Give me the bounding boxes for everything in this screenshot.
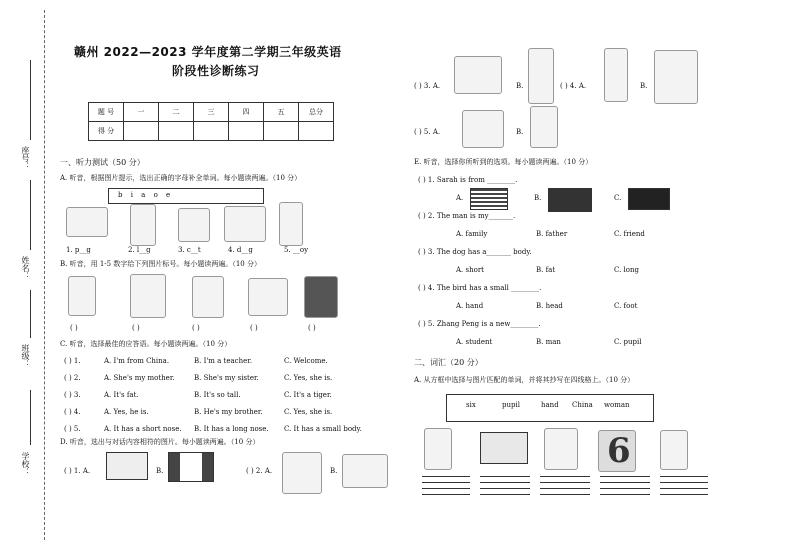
part1-C-instruction: C. 听音，选择最佳的应答语。每小题读两遍。（10 分） — [60, 340, 232, 348]
table-cell: 二 — [159, 103, 194, 122]
part1-E-q5-stem[interactable]: ( ) 5. Zhang Peng is a new________. — [418, 320, 541, 328]
canada-flag-image — [168, 452, 214, 482]
pig-image — [66, 207, 108, 237]
part1-C-q4-c: C. Yes, she is. — [284, 408, 333, 416]
part1-A-item-3: 3. c__t — [178, 246, 201, 254]
score-table-header-row — [89, 103, 334, 122]
part1-E-q5-b: B. man — [536, 338, 561, 346]
teacher-image — [454, 56, 502, 94]
part1-D-q2-b: B. — [330, 467, 338, 475]
six-glyph-icon: 6 — [607, 431, 631, 471]
hand-image — [660, 430, 688, 470]
part1-D-q4[interactable]: ( ) 4. A. — [560, 82, 587, 90]
part1-B-blank-4[interactable]: ( ) — [250, 324, 258, 332]
part1-B-blank-2[interactable]: ( ) — [132, 324, 140, 332]
part1-E-q1-a: A. — [456, 194, 464, 202]
part1-C-q5-c: C. It has a small body. — [284, 425, 362, 433]
part1-D-q3[interactable]: ( ) 3. A. — [414, 82, 441, 90]
word-pupil: pupil — [502, 401, 520, 409]
name-blank — [30, 180, 31, 250]
part1-B-blank-1[interactable]: ( ) — [70, 324, 78, 332]
school-label: 学校： — [21, 452, 30, 476]
part1-C-q1-a: A. I'm from China. — [104, 357, 170, 365]
seat-blank — [30, 60, 31, 140]
class-label: 班级： — [21, 344, 30, 368]
part1-E-q2-stem[interactable]: ( ) 2. The man is my_______. — [418, 212, 516, 220]
exam-title: 赣州 2022—2023 学年度第二学期三年级英语 — [74, 45, 342, 59]
part1-A-item-2: 2. l__g — [128, 246, 151, 254]
part1-C-q4-b: B. He's my brother. — [194, 408, 263, 416]
part1-C-q2-a: A. She's my mother. — [104, 374, 175, 382]
part1-E-instruction: E. 听音，选择你所听到的选项。每小题读两遍。（10 分） — [414, 158, 593, 166]
part1-E-q4-b: B. head — [536, 302, 563, 310]
part2-A-instruction: A. 从方框中选择与图片匹配的单词，并将其抄写在四线格上。（10 分） — [414, 376, 635, 384]
score-input-cell[interactable] — [194, 122, 229, 141]
part1-A-item-4: 4. d__g — [228, 246, 253, 254]
part1-heading: 一、听力测试（50 分） — [60, 158, 145, 167]
score-input-cell[interactable] — [264, 122, 299, 141]
cat-image — [178, 208, 210, 242]
ostrich-image — [530, 106, 558, 148]
table-cell: 三 — [194, 103, 229, 122]
part1-E-q1-c: C. — [614, 194, 622, 202]
statue-image — [130, 274, 166, 318]
part1-D-q5-b: B. — [516, 128, 524, 136]
part1-E-q3-a: A. short — [456, 266, 484, 274]
part1-C-q4-num[interactable]: ( ) 4. — [64, 408, 81, 416]
part1-D-q2[interactable]: ( ) 2. A. — [246, 467, 273, 475]
part1-E-q4-stem[interactable]: ( ) 4. The bird has a small ________. — [418, 284, 542, 292]
part1-C-q1-num[interactable]: ( ) 1. — [64, 357, 81, 365]
part1-A-instruction: A. 听音，根据图片提示，选出正确的字母补全单词。每小题读两遍。（10 分） — [60, 174, 302, 182]
table-cell: 五 — [264, 103, 299, 122]
part1-C-q3-a: A. It's fat. — [104, 391, 139, 399]
fish-image — [342, 454, 388, 488]
school-blank — [30, 390, 31, 445]
score-input-cell[interactable] — [229, 122, 264, 141]
part1-C-q5-a: A. It has a short nose. — [104, 425, 182, 433]
part1-C-q2-num[interactable]: ( ) 2. — [64, 374, 81, 382]
part2-heading: 二、词汇（20 分） — [414, 358, 483, 367]
part1-E-q5-c: C. pupil — [614, 338, 642, 346]
usa-flag-image — [470, 188, 508, 210]
part1-C-q1-c: C. Welcome. — [284, 357, 328, 365]
exam-subtitle: 阶段性诊断练习 — [172, 64, 260, 78]
part1-E-q2-c: C. friend — [614, 230, 645, 238]
part1-D-q4-b: B. — [640, 82, 648, 90]
part1-D-q5[interactable]: ( ) 5. A. — [414, 128, 441, 136]
table-cell: 一 — [124, 103, 159, 122]
pupil-image — [544, 428, 578, 470]
man-portrait-image — [304, 276, 338, 318]
part1-A-item-1: 1. p__g — [66, 246, 91, 254]
score-input-cell[interactable] — [299, 122, 334, 141]
class-blank — [30, 290, 31, 338]
table-cell: 总分 — [299, 103, 334, 122]
bird-image — [282, 452, 322, 494]
name-label: 姓名： — [21, 256, 30, 280]
part1-C-q3-num[interactable]: ( ) 3. — [64, 391, 81, 399]
part1-C-q2-b: B. She's my sister. — [194, 374, 259, 382]
seat-label: 座号： — [21, 146, 30, 170]
woman-portrait-image — [424, 428, 452, 470]
woman-image — [528, 48, 554, 104]
part1-B-blank-5[interactable]: ( ) — [308, 324, 316, 332]
china-flag-image — [106, 452, 148, 480]
part1-E-q2-b: B. father — [536, 230, 568, 238]
part1-B-blank-3[interactable]: ( ) — [192, 324, 200, 332]
part1-C-q1-b: B. I'm a teacher. — [194, 357, 253, 365]
word-woman: woman — [604, 401, 630, 409]
score-input-cell[interactable] — [159, 122, 194, 141]
boy-image — [279, 202, 303, 246]
part1-C-q5-b: B. It has a long nose. — [194, 425, 269, 433]
word-china: China — [572, 401, 593, 409]
part1-E-q4-a: A. hand — [456, 302, 484, 310]
part1-C-q4-a: A. Yes, he is. — [104, 408, 149, 416]
dog-image — [224, 206, 266, 242]
part1-E-q4-c: C. foot — [614, 302, 638, 310]
part1-E-q5-a: A. student — [456, 338, 493, 346]
part1-C-q3-c: C. It's a tiger. — [284, 391, 332, 399]
part1-E-q1-b: B. — [534, 194, 542, 202]
part1-C-q3-b: B. It's so tall. — [194, 391, 241, 399]
score-table — [88, 102, 334, 141]
score-input-cell[interactable] — [124, 122, 159, 141]
old-man-image — [654, 50, 698, 104]
letter-box-letters: b i a o e — [118, 191, 174, 199]
table-cell: 题 号 — [89, 103, 124, 122]
leg-image — [130, 204, 156, 246]
part1-C-q2-c: C. Yes, she is. — [284, 374, 333, 382]
part1-D-q1[interactable]: ( ) 1. A. — [64, 467, 91, 475]
binding-line — [44, 10, 45, 540]
table-cell: 四 — [229, 103, 264, 122]
monkey-image — [462, 110, 504, 148]
table-cell: 得 分 — [89, 122, 124, 141]
part1-D-instruction: D. 听音，选出与对话内容相符的图片。每小题读两遍。（10 分） — [60, 438, 260, 446]
part1-E-q1-stem[interactable]: ( ) 1. Sarah is from ________. — [418, 176, 518, 184]
china-flag-image — [480, 432, 528, 464]
part1-D-q1-b: B. — [156, 467, 164, 475]
number-six-image — [598, 430, 636, 472]
score-table-score-row — [89, 122, 334, 141]
new-zealand-flag-image — [628, 188, 670, 210]
tall-man-image — [68, 276, 96, 316]
girl-image — [192, 276, 224, 318]
part1-E-q3-c: C. long — [614, 266, 639, 274]
part1-D-q3-b: B. — [516, 82, 524, 90]
part1-E-q2-a: A. family — [456, 230, 488, 238]
girl-standing-image — [604, 48, 628, 102]
part1-B-instruction: B. 听音，用 1-5 数字给下列图片标号。每小题读两遍。（10 分） — [60, 260, 261, 268]
word-hand: hand — [541, 401, 559, 409]
part1-E-q3-b: B. fat — [536, 266, 556, 274]
word-six: six — [466, 401, 476, 409]
part1-A-item-5: 5. __oy — [284, 246, 309, 254]
part1-C-q5-num[interactable]: ( ) 5. — [64, 425, 81, 433]
uk-flag-image — [548, 188, 592, 212]
part1-E-q3-stem[interactable]: ( ) 3. The dog has a_______ body. — [418, 248, 532, 256]
bear-image — [248, 278, 288, 316]
